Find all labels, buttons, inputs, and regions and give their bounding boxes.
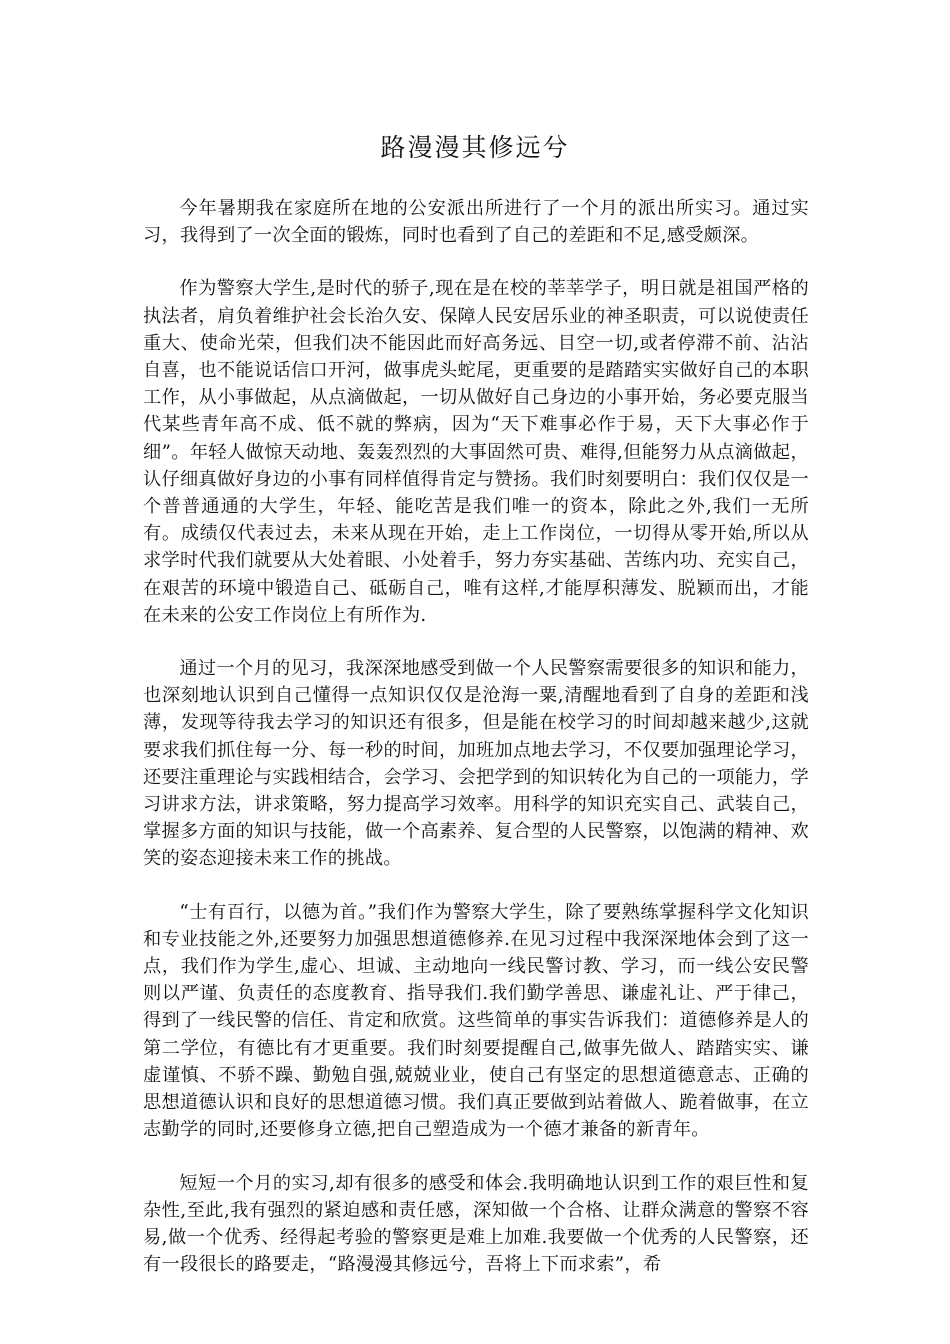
document-body: [143, 195, 809, 1304]
paragraph-1: 今年暑期我在家庭所在地的公安派出所进行了一个月的派出所实习。通过实习，我得到了一次全面的锻炼，同时也看到了自己的差距和不足,感受颇深。: [143, 198, 809, 247]
paragraph-3: 通过一个月的见习，我深深地感受到做一个人民警察需要很多的知识和能力，也深刻地认识到自己懂得一点知识仅仅是沧海一粟,清醒地看到了自身的差距和浅薄，发现等待我去学习的知识还有很多，但是能在校学习的时间却越来越少,这就要求我们抓住每一分、每一秒的时间，加班加点地去学习，不仅要加强理论学习，还要注重理论与实践相结合，会学习、会把学到的知识转化为自己的一项能力，学习讲求方法，讲求策略，努力提高学习效率。用科学的知识充实自己、武装自己，掌握多方面的知识与技能，做一个高素养、复合型的人民警察，以饱满的精神、欢笑的姿态迎接未来工作的挑战。: [143, 658, 809, 870]
paragraph-4: “士有百行，以德为首。”我们作为警察大学生，除了要熟练掌握科学文化知识和专业技能之外,还要努力加强思想道德修养.在见习过程中我深深地体会到了这一点，我们作为学生,虚心、坦诚、主动地向一线民警讨教、学习，而一线公安民警则以严谨、负责任的态度教育、指导我们.我们勤学善思、谦虚礼让、严于律己，得到了一线民警的信任、肯定和欣赏。这些简单的事实告诉我们：道德修养是人的第二学位，有德比有才更重要。我们时刻要提醒自己,做事先做人、踏踏实实、谦虚谨慎、不骄不躁、勤勉自强,兢兢业业，使自己有坚定的思想道德意志、正确的思想道德认识和良好的思想道德习惯。我们真正要做到站着做人、跪着做事，在立志勤学的同时,还要修身立德,把自己塑造成为一个德才兼备的新青年。: [143, 901, 809, 1141]
paragraph-2: 作为警察大学生,是时代的骄子,现在是在校的莘莘学子，明日就是祖国严格的执法者，肩负着维护社会长治久安、保障人民安居乐业的神圣职责，可以说使责任重大、使命光荣，但我们决不能因此而好高务远、目空一切,或者停滞不前、沾沾自喜，也不能说话信口开河，做事虎头蛇尾，更重要的是踏踏实实做好自己的本职工作，从小事做起，从点滴做起，一切从做好自己身边的小事开始，务必要克服当代某些青年高不成、低不就的弊病，因为“天下难事必作于易，天下大事必作于细”。年轻人做惊天动地、轰轰烈烈的大事固然可贵、难得,但能努力从点滴做起，认仔细真做好身边的小事有同样值得肯定与赞扬。我们时刻要明白：我们仅仅是一个普普通通的大学生，年轻、能吃苦是我们唯一的资本，除此之外,我们一无所有。成绩仅代表过去，未来从现在开始，走上工作岗位，一切得从零开始,所以从求学时代我们就要从大处着眼、小处着手，努力夯实基础、苦练内功、充实自己，在艰苦的环境中锻造自己、砥砺自己，唯有这样,才能厚积薄发、脱颖而出，才能在未来的公安工作岗位上有所作为.: [143, 278, 809, 626]
paragraph-5: 短短一个月的实习,却有很多的感受和体会.我明确地认识到工作的艰巨性和复杂性,至此,我有强烈的紧迫感和责任感，深知做一个合格、让群众满意的警察不容易,做一个优秀、经得起考验的警察更是难上加难.我要做一个优秀的人民警察，还有一段很长的路要走，“路漫漫其修远兮，吾将上下而求索”，希: [143, 1172, 809, 1276]
document-title: 路漫漫其修远兮: [380, 133, 570, 162]
